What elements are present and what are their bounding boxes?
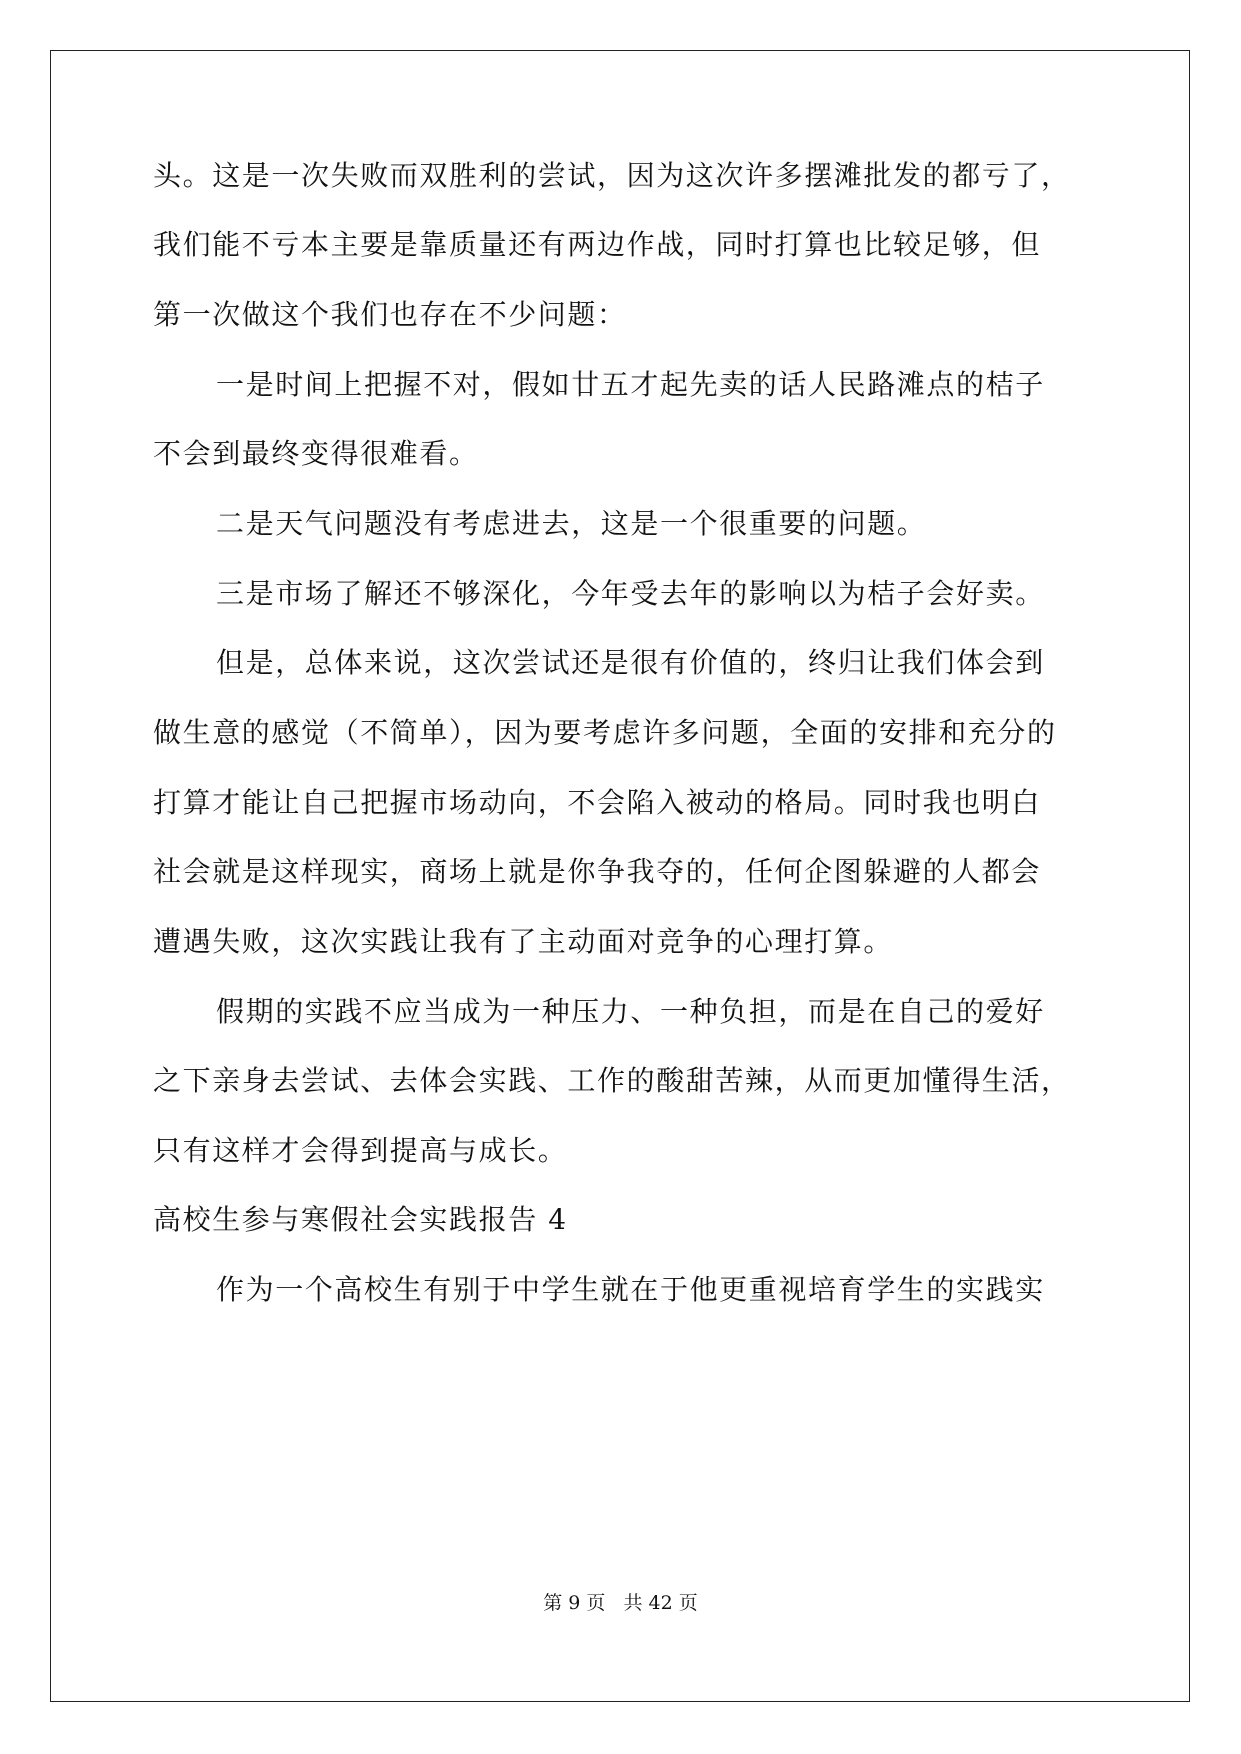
paragraph-line: 假期的实践不应当成为一种压力、一种负担，而是在自己的爱好 — [216, 995, 1045, 1028]
paragraph-line: 做生意的感觉（不简单），因为要考虑许多问题，全面的安排和充分的 — [153, 716, 1057, 749]
paragraph-line: 头。这是一次失败而双胜利的尝试，因为这次许多摆滩批发的都亏了， — [153, 159, 1071, 192]
section-heading: 高校生参与寒假社会实践报告 4 — [153, 1203, 568, 1236]
paragraph-line: 二是天气问题没有考虑进去，这是一个很重要的问题。 — [216, 507, 927, 540]
paragraph-line: 三是市场了解还不够深化，今年受去年的影响以为桔子会好卖。 — [216, 577, 1045, 610]
paragraph-line: 作为一个高校生有别于中学生就在于他更重视培育学生的实践实 — [216, 1273, 1045, 1306]
paragraph-line: 打算才能让自己把握市场动向，不会陷入被动的格局。同时我也明白 — [153, 786, 1042, 819]
paragraph-line: 我们能不亏本主要是靠质量还有两边作战，同时打算也比较足够，但 — [153, 228, 1042, 261]
paragraph-line: 一是时间上把握不对，假如廿五才起先卖的话人民路滩点的桔子 — [216, 368, 1045, 401]
paragraph-line: 但是，总体来说，这次尝试还是很有价值的，终归让我们体会到 — [216, 646, 1045, 679]
paragraph-line: 第一次做这个我们也存在不少问题： — [153, 298, 627, 331]
paragraph-line: 之下亲身去尝试、去体会实践、工作的酸甜苦辣，从而更加懂得生活， — [153, 1064, 1071, 1097]
paragraph-line: 社会就是这样现实，商场上就是你争我夺的，任何企图躲避的人都会 — [153, 855, 1042, 888]
paragraph-line: 只有这样才会得到提高与成长。 — [153, 1134, 568, 1167]
paragraph-line: 遭遇失败，这次实践让我有了主动面对竞争的心理打算。 — [153, 925, 894, 958]
page-footer: 第 9 页 共 42 页 — [543, 1592, 698, 1614]
paragraph-line: 不会到最终变得很难看。 — [153, 437, 479, 470]
